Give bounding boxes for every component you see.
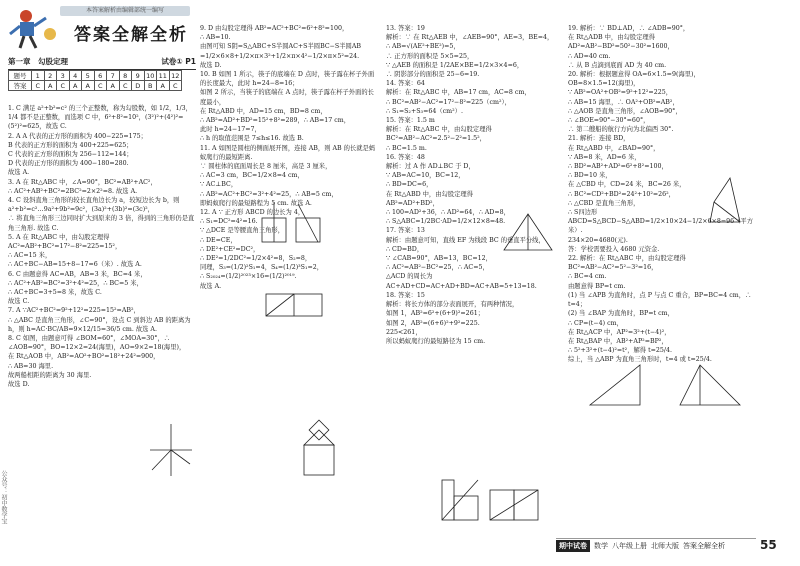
solution-line: 在 Rt△ABD 中，AD=15 cm，BD=8 cm， <box>200 107 327 115</box>
solution-line: ∴ AB=30 海里. <box>8 362 54 370</box>
footer <box>556 538 756 553</box>
solution-line: ∴ AB=10. <box>200 34 231 42</box>
solution-line: 解析：过 A 作 AD⊥BC 于 D， <box>386 163 475 171</box>
footer-edition: 北师大版 <box>651 542 679 550</box>
footer-subject: 数学 <box>594 542 608 550</box>
solution-line: ∴ 100=AD²+36，∴ AD²=64，∴ AD=8， <box>386 209 510 217</box>
solution-line: ∴ 5²+3²+(t−4)²=t²，解得 t=25/4. <box>568 347 673 355</box>
footer-brand: 期中试卷 <box>556 540 590 552</box>
question-number-cell: 3 <box>57 71 70 81</box>
answer-table <box>8 70 182 91</box>
solution-line: ∴ 第二艘船的航行方向为北偏西 30°. <box>568 126 674 134</box>
solution-line: ∴ CP=(t−4) cm， <box>568 319 623 327</box>
solution-line: 此时 h=24−17=7， <box>200 126 261 134</box>
solution-line: ∵ AB²=OA²+OB²=9²+12²=225， <box>568 89 673 97</box>
solution-line: 解析：由题意可知，直线 EF 为线段 BC 的垂直平分线， <box>386 236 545 244</box>
solution-line: 6. C 由题意得 AC=AB，AB=3 米，BC=4 米， <box>8 270 147 278</box>
box-unfold-figures <box>438 470 548 530</box>
question-number-cell: 4 <box>69 71 82 81</box>
solution-line: 在 △CBD 中，CD=24 米，BC=26 米， <box>568 181 686 189</box>
solution-line: ∴ AC²+AB²+BC²=2BC²=2×2²=8. 故选 A. <box>8 187 138 195</box>
solution-line: 225<261， <box>386 328 422 336</box>
solution-line: 答：学校需要投入 4680 元资金. <box>568 245 660 253</box>
solution-line: 12. A ∵ 正方形 ABCD 的边长为 4， <box>200 209 305 217</box>
solution-line: ∴ S₁=S₂+S₃=64（cm²）. <box>386 107 463 115</box>
solution-line: 在 Rt△ADB 中，由勾股定理得 <box>568 34 656 42</box>
solution-line: ∴ AB²=AD²+BD²=15²+8²=289，∴ AB=17 cm， <box>200 117 351 125</box>
column-2 <box>200 24 380 291</box>
solution-line: 16. 答案：48 <box>386 153 425 161</box>
solution-line: OB=8×1.5=12(海里)， <box>568 80 640 88</box>
question-number-cell: 9 <box>132 71 145 81</box>
answer-cell: C <box>57 81 70 91</box>
solution-line: 在 Rt△ABD 中，∠BAD=90°， <box>568 144 660 152</box>
solution-line: ∵ AB=8 米，AD=6 米， <box>568 153 641 161</box>
answer-table-label: 答案 <box>9 81 32 91</box>
question-number-cell: 8 <box>119 71 132 81</box>
solution-line: ∴ BD=DC=6， <box>386 181 433 189</box>
answer-cell: C <box>169 81 182 91</box>
solution-line: 10. B 如图 1 所示，筷子的底端在 D 点时，筷子露在杯子外面的长度最大，此时 h=24−8=16； <box>200 71 375 88</box>
solution-line: ∴ BC²=CD²+BD²=24²+10²=26²， <box>568 190 675 198</box>
solution-line: 21. 解析：连接 BD， <box>568 135 630 143</box>
column-3 <box>386 24 564 346</box>
header <box>6 4 196 50</box>
cup-figures <box>258 200 328 250</box>
answer-cell: A <box>107 81 120 91</box>
footer-label: 答案全解全析 <box>683 542 725 550</box>
solution-line: 9. D 由勾股定理得 AB²=AC²+BC²=6²+8²=100， <box>200 25 349 32</box>
header-banner: 本答案解析由编辑部统一编写 <box>60 6 190 16</box>
solution-line: (2) 当 ∠BAP 为直角时，BP=t cm， <box>568 310 674 318</box>
question-number-cell: 5 <box>82 71 95 81</box>
solution-line: ∴ AC=15 米， <box>8 252 52 260</box>
solution-line: 如图 1，AB²=6²+(6+9)²=261； <box>386 310 484 318</box>
solution-line: 19. 解析：∵ BD⊥AD，∴ ∠ADB=90°， <box>568 25 690 32</box>
question-number-cell: 7 <box>107 71 120 81</box>
question-number-cell: 2 <box>44 71 57 81</box>
question-number-cell: 12 <box>169 71 182 81</box>
solution-line: 8. C 如图，由题意可得 ∠BOM=60°，∠MOA=30°，∴ ∠AOB=90°，BO=12×2=24(海里)，AO=9×2=18(海里)， <box>8 335 186 352</box>
quadrilateral-figure <box>700 172 750 232</box>
page-title: 答案全解全析 <box>74 25 188 45</box>
solution-line: ∴ AC=3 cm，BC=1/2×8=4 cm， <box>200 172 304 180</box>
solution-line: 故选 C. <box>8 298 30 306</box>
solution-line: 故两船相距的距离为 30 海里. <box>8 371 92 379</box>
solution-line: 综上，当 △ABP 为直角三角形时，t=4 或 t=25/4. <box>568 356 712 364</box>
answer-cell: C <box>119 81 132 91</box>
answer-cell: C <box>32 81 45 91</box>
solution-line: AD²=AB²−BD²=50²−30²=1600， <box>568 43 674 51</box>
solution-line: ∴ h 的取值范围是 7≤h≤16. 故选 B. <box>200 135 304 143</box>
solution-line: ∴ AC+BC−AB=15+8−17=6（米）. 故选 A. <box>8 261 142 269</box>
solution-line: 7. A ∵AC²+BC²=9²+12²=225=15²=AB²， <box>8 307 140 315</box>
answer-cell: C <box>94 81 107 91</box>
solution-line: ∴ BC=4 cm. <box>568 273 607 281</box>
solution-line: ∴ S₁=DC²=4²=16. <box>200 218 258 226</box>
solution-line: ∴ BC=1.5 m. <box>386 144 427 152</box>
solution-line: BC²=AB²−AC²=2.5²−2²=1.5²， <box>386 135 486 143</box>
solution-line: 解析：在 Rt△ABC 中，由勾股定理得 <box>386 126 492 134</box>
question-number-cell: 1 <box>32 71 45 81</box>
solution-line: 在 Rt△AOB 中，AB²=AO²+BO²=18²+24²=900， <box>8 353 160 361</box>
solution-line: D 代表的正方形的面积为 400−180=280. <box>8 160 129 168</box>
solution-line: ∴ DE²=1/2DC²=1/2×4²=8，S₂=8， <box>200 255 312 263</box>
solution-line: ∵ ∠CAB=90°，AB=13，BC=12， <box>386 255 492 263</box>
answer-cell: D <box>132 81 145 91</box>
solution-line: ∴ AB=15 海里，∴ OA²+OB²=AB²， <box>568 98 679 106</box>
solution-line: 所以蚂蚁爬行的最短路径为 15 cm. <box>386 337 486 345</box>
solution-line: 如图 2，AB²=(6+6)²+9²=225. <box>386 319 480 327</box>
solution-line: 在 Rt△ABD 中，由勾股定理得 <box>386 190 474 198</box>
solution-line: ∴ S₂₀₂₄=(1/2)²⁰²³×16=(1/2)²⁰¹⁹. <box>200 273 297 281</box>
solution-line: ∴ AB²=AC²+BC²=3²+4²=25，∴ AB=5 cm， <box>200 190 338 198</box>
solution-line: 20. 解析：根据题意得 OA=6×1.5=9(海里)， <box>568 71 700 79</box>
solution-line: AC²=AB²+BC²=17²−8²=225=15²， <box>8 243 122 251</box>
question-number-cell: 11 <box>157 71 170 81</box>
solution-line: ∴ BD²=AB²+AD²=6²+8²=100， <box>568 163 668 171</box>
mascot-illustration <box>6 4 62 50</box>
chapter-heading <box>8 56 196 70</box>
solution-line: ∴ △ABC 是直角三角形，∠C=90°，设点 C 到斜边 AB 的距离为 h，则 h=AC·BC/AB=9×12/15=36/5 cm. 故选 A. <box>8 316 191 333</box>
solution-line: 解析：将长方体的部分表面展开，有两种情况， <box>386 301 519 309</box>
solution-line: 即蚂蚁爬行的最短路程为 5 cm. 故选 A. <box>200 199 312 207</box>
solution-line: 14. 答案：64 <box>386 80 425 88</box>
solution-line: 15. 答案：1.5 m <box>386 117 435 125</box>
solution-line: 5. A 在 Rt△ABC 中，由勾股定理得 <box>8 233 110 241</box>
solution-line: 3. A 在 Rt△ABC 中，∠A=90°，BC²=AB²+AC²， <box>8 178 157 186</box>
solution-line: ∴ S四边形ABCD=S△BCD−S△ABD=1/2×10×24−1/2×6×8=96（平方米）. <box>568 209 753 235</box>
compass-figure <box>146 420 196 480</box>
solution-line: 由题意得 BP=t cm. <box>568 282 626 290</box>
solution-line: ∵ △DCE 是等腰直角三角形， <box>200 227 284 235</box>
solution-line: (1) 当 ∠APB 为直角时，点 P 与点 C 重合，BP=BC=4 cm，∴ t=4； <box>568 291 752 309</box>
solution-line: ∵ △AEB 的面积是 1/2AE×BE=1/2×3×4=6， <box>386 61 524 69</box>
solution-line: BC²=AB²−AC²=5²−3²=16， <box>568 264 658 272</box>
question-number-cell: 6 <box>94 71 107 81</box>
solution-line: ∵ AB=AC=10，BC=12， <box>386 172 465 180</box>
solution-line: 解析：在 Rt△ABC 中，AB=17 cm，AC=8 cm， <box>386 89 531 97</box>
solution-line: ∴ BC²=AB²−AC²=17²−8²=225（cm²）， <box>386 98 511 106</box>
side-note: 公众号：初中数学宝 <box>0 470 7 524</box>
answer-cell: A <box>82 81 95 91</box>
solution-line: C 代表的正方形的面积为 256−112=144； <box>8 151 133 159</box>
solution-line: ∴ DE²+CE²=DC²， <box>200 245 260 253</box>
cylinder-unfold-figure <box>262 290 332 320</box>
solution-line: 同理，S₃=(1/2)²S₁=4，S₄=(1/2)³S₁=2， <box>200 264 324 272</box>
solution-line: 11. A 如图是圆柱的侧面展开图，连接 AB，则 AB 的长就是蚂蚁爬行的最短距离. <box>200 144 376 161</box>
solution-line: ∴ BD=10 米， <box>568 172 612 180</box>
solution-line: △ACD 的周长为 AC+AD+CD=AC+AD+BD=AC+AB=5+13=18. <box>386 273 537 290</box>
solution-line: 234×20=4680(元). <box>568 236 628 244</box>
solution-line: ∴ DE=CE， <box>200 236 237 244</box>
solution-line: ∴ △CBD 是直角三角形， <box>568 199 640 207</box>
solution-line: B 代表的正方形的面积为 400+225=625； <box>8 141 133 149</box>
isosceles-triangle-figure <box>498 210 558 260</box>
chapter-title: 第一章 勾股定理 <box>8 57 68 66</box>
solution-line: 故选 A. <box>200 282 222 290</box>
solution-line: 故选 A. <box>8 169 30 177</box>
solution-line: 18. 答案：15 <box>386 291 425 299</box>
solution-line: ∴ AB=√(AE²+BE²)=5， <box>386 43 460 51</box>
solution-line: 故选 D. <box>8 381 30 389</box>
solution-line: ∴ AD=40 cm. <box>568 52 611 60</box>
right-triangle-figures <box>580 355 750 415</box>
solution-line: 2. A A 代表的正方形的面积为 400−225=175； <box>8 132 147 140</box>
solution-line: 22. 解析：在 Rt△ABC 中，由勾股定理得 <box>568 255 686 263</box>
solution-line: 故选 D. <box>200 61 222 69</box>
solution-line: ∴ AC²+AB²=BC²=3²+4²=25，∴ BC=5 米， <box>8 279 143 287</box>
solution-line: 在 Rt△ACP 中，AP²=3²+(t−4)²， <box>568 328 671 336</box>
solution-line: AB²=AD²+BD²， <box>386 199 439 207</box>
answer-cell: A <box>157 81 170 91</box>
solution-line: ∴ S△ABC=1/2BC·AD=1/2×12×8=48. <box>386 218 506 226</box>
solution-line: 在 Rt△BAP 中，AB²+AP²=BP²， <box>568 337 668 345</box>
solution-line: 4. C 设斜直角三角形的较长直角边长为 a，较短边长为 b，则 a²+b²=c²…9a²+9b²=9c²，(3a)²+(3b)²=(3c)²， <box>8 197 180 214</box>
solution-line: ∴ CD=BD， <box>386 245 424 253</box>
solution-line: ∴ 从 B 点滴到底面 AD 为 40 cm. <box>568 61 667 69</box>
answer-cell: A <box>44 81 57 91</box>
solution-line: ∴ ∠BOE=90°−30°=60°， <box>568 117 650 125</box>
answer-cell: B <box>144 81 157 91</box>
solution-line: 由图可知 S阴=S△ABC+S半圆AC+S半圆BC−S半圆AB <box>200 43 361 51</box>
solution-line: ∴ AC²=AB²−BC²=25，∴ AC=5， <box>386 264 489 272</box>
solution-line: ∴ 阴影部分的面积是 25−6=19. <box>386 71 480 79</box>
column-1 <box>8 104 196 389</box>
solution-line: 解析：∵ 在 Rt△AEB 中，∠AEB=90°，AE=3，BE=4， <box>386 34 554 42</box>
page-number: 55 <box>760 538 777 552</box>
question-number-cell: 10 <box>144 71 157 81</box>
solution-line: 17. 答案：13 <box>386 227 425 235</box>
solution-line: 13. 答案：19 <box>386 25 425 32</box>
solution-line: ∵ 圆柱体的底面周长是 8 厘米，高是 3 厘米， <box>200 163 332 171</box>
solution-line: ∴ △AOB 是直角三角形，∠AOB=90°， <box>568 107 682 115</box>
footer-grade: 八年级上册 <box>612 542 647 550</box>
solution-line: ∴ AC+BC=3+5=8 米，故选 C. <box>8 289 102 297</box>
answer-cell: A <box>69 81 82 91</box>
square-spiral-figure <box>284 415 354 485</box>
answer-table-label: 题号 <box>9 71 32 81</box>
solution-line: ∵ AC⊥BC， <box>200 181 238 189</box>
solution-line: =1/2×6×8+1/2×π×3²+1/2×π×4²−1/2×π×5²=24. <box>200 52 360 60</box>
chapter-section: 试卷① P1 <box>161 57 196 66</box>
solution-line: ∴ 正方形的面积是 5×5=25， <box>386 52 474 60</box>
solution-line: 如图 2 所示，当筷子的底端在 A 点时，筷子露在杯子外面的长度最小， <box>200 89 374 106</box>
solution-line: ∴ 将直角三角形三边同时扩大到原来的 3 倍，得到的三角形仍是直角三角形. 故选 C. <box>8 215 195 232</box>
solution-line: 1. C 满足 a²+b²=c² 的三个正整数，称为勾股数，如 1/2，1/3，1/4 都不是正整数，而选项 C 中，6²+8²=10²，(3²)²+(4²)²=(5²)²=625，故选 C. <box>8 105 192 131</box>
